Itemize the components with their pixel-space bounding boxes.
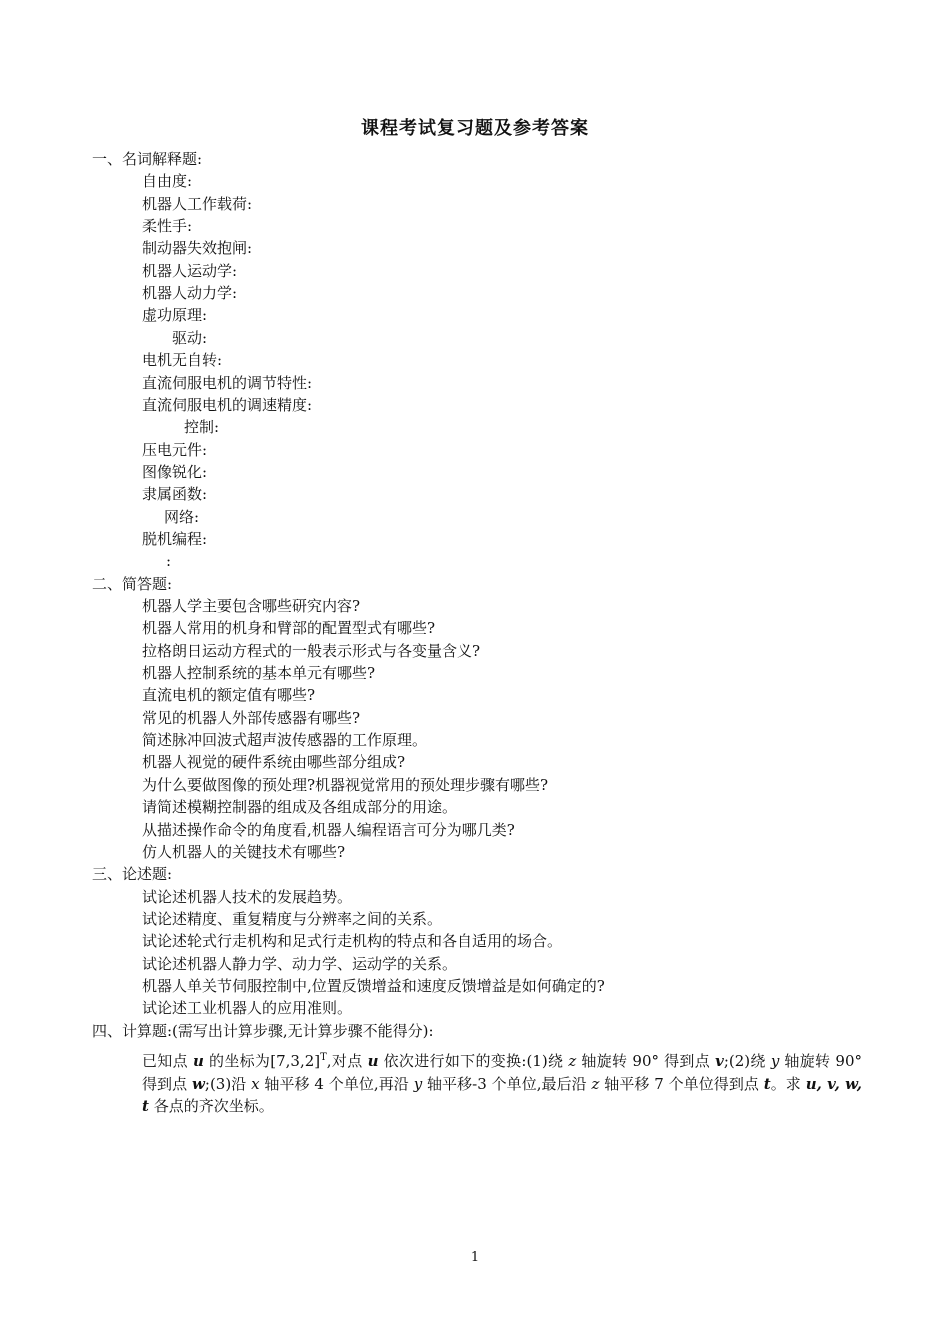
section-heading: 四、计算题:(需写出计算步骤,无计算步骤不能得分): <box>92 1021 434 1040</box>
question-item: 脱机编程: <box>142 529 208 548</box>
problem-var: v <box>715 1052 724 1070</box>
question-item: 制动器失效抱闸: <box>142 239 253 258</box>
question-item: 试论述机器人静力学、动力学、运动学的关系。 <box>142 954 458 973</box>
question-item: : <box>166 552 172 571</box>
page-number: 1 <box>470 1250 480 1265</box>
question-item: 直流伺服电机的调节特性: <box>142 373 313 392</box>
question-item: 驱动: <box>172 328 208 347</box>
section-heading: 二、简答题: <box>92 574 173 593</box>
question-item: 隶属函数: <box>142 485 208 504</box>
problem-var: t <box>763 1074 771 1093</box>
question-item: 直流电机的额定值有哪些? <box>142 686 316 705</box>
question-item: 试论述精度、重复精度与分辨率之间的关系。 <box>142 909 443 928</box>
section-heading: 三、论述题: <box>92 865 173 884</box>
section-heading: 一、名词解释题: <box>92 150 203 168</box>
question-item: 试论述轮式行走机构和足式行走机构的特点和各自适用的场合。 <box>142 932 563 951</box>
question-item: 仿人机器人的关键技术有哪些? <box>142 842 346 861</box>
problem-var: w <box>191 1074 205 1093</box>
question-item: 常见的机器人外部传感器有哪些? <box>142 708 361 727</box>
problem-text: 轴平移 4 个单位,再沿 <box>259 1074 414 1093</box>
problem-text: 轴平移 7 个单位得到点 <box>599 1074 764 1093</box>
problem-text: 轴旋转 90° 得到点 <box>576 1052 716 1070</box>
problem-var: u, v, w, t <box>142 1074 862 1115</box>
question-item: 拉格朗日运动方程式的一般表示形式与各变量含义? <box>142 641 481 660</box>
problem-var: u <box>193 1052 204 1070</box>
problem-text: 已知点 <box>142 1052 194 1070</box>
problem-text: ;(2)绕 <box>723 1052 771 1070</box>
problem-text: 依次进行如下的变换:(1)绕 <box>378 1052 569 1070</box>
problem-text: 。求 <box>770 1074 806 1093</box>
problem-var: y <box>770 1052 780 1070</box>
question-item: 机器人视觉的硬件系统由哪些部分组成? <box>142 753 406 772</box>
problem-sup: T <box>320 1052 327 1063</box>
problem-var: z <box>568 1052 577 1070</box>
question-item: 机器人控制系统的基本单元有哪些? <box>142 664 376 683</box>
question-item: 从描述操作命令的角度看,机器人编程语言可分为哪几类? <box>142 820 515 839</box>
question-item: 机器人动力学: <box>142 284 238 303</box>
question-item: 控制: <box>184 418 220 437</box>
question-item: 图像锐化: <box>142 462 208 481</box>
calculation-problem <box>142 1050 862 1118</box>
question-item: 电机无自转: <box>142 351 223 370</box>
page-title: 课程考试复习题及参考答案 <box>361 118 589 139</box>
problem-text: 的坐标为[7,3,2] <box>203 1052 321 1070</box>
question-item: 机器人学主要包含哪些研究内容? <box>142 597 361 615</box>
question-item: 试论述机器人技术的发展趋势。 <box>142 887 353 906</box>
question-item: 机器人常用的机身和臂部的配置型式有哪些? <box>142 619 436 638</box>
question-item: 为什么要做图像的预处理?机器视觉常用的预处理步骤有哪些? <box>142 775 549 794</box>
question-item: 压电元件: <box>142 440 208 459</box>
problem-text: 各点的齐次坐标。 <box>148 1097 274 1115</box>
question-item: 柔性手: <box>142 217 193 236</box>
question-item: 请简述模糊控制器的组成及各组成部分的用途。 <box>142 798 458 817</box>
problem-var: u <box>367 1052 379 1070</box>
problem-var: z <box>591 1074 600 1093</box>
question-item: 简述脉冲回波式超声波传感器的工作原理。 <box>142 731 428 750</box>
problem-var: x <box>251 1074 260 1093</box>
question-item: 网络: <box>164 507 200 526</box>
question-item: 试论述工业机器人的应用准则。 <box>142 999 353 1018</box>
problem-text: ,对点 <box>326 1052 368 1070</box>
problem-text: 轴旋转 90° 得到点 <box>142 1052 862 1093</box>
question-item: 虚功原理: <box>142 306 208 325</box>
problem-text: 轴平移-3 个单位,最后沿 <box>422 1074 592 1093</box>
question-item: 机器人工作载荷: <box>142 194 253 213</box>
question-item: 自由度: <box>142 172 193 191</box>
problem-text: ;(3)沿 <box>204 1074 252 1093</box>
question-item: 机器人单关节伺服控制中,位置反馈增益和速度反馈增益是如何确定的? <box>142 976 605 995</box>
question-item: 直流伺服电机的调速精度: <box>142 395 313 414</box>
problem-var: y <box>413 1074 423 1093</box>
question-item: 机器人运动学: <box>142 261 238 280</box>
